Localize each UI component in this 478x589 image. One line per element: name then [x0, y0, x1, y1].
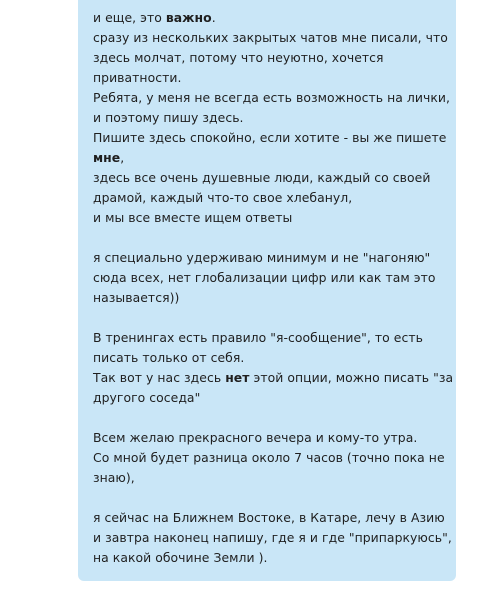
message-line: сюда всех, нет глобализации цифр или как там это — [93, 270, 436, 285]
message-line: другого соседа" — [93, 390, 201, 405]
message-line — [93, 8, 444, 28]
message-line: и поэтому пишу здесь. — [93, 110, 244, 125]
message-line: здесь молчат, потому что неуютно, хочется — [93, 50, 384, 65]
message-line: и мы все вместе ищем ответы — [93, 210, 293, 225]
message-line: здесь все очень душевные люди, каждый со своей — [93, 170, 431, 185]
bold-text: важно — [165, 10, 212, 25]
message-line: называется)) — [93, 290, 180, 305]
message-line: я специально удерживаю минимум и не "нагоняю" — [93, 250, 431, 265]
paragraph-break — [93, 488, 444, 508]
text-segment: . — [211, 10, 216, 25]
message-line: приватности. — [93, 70, 182, 85]
message-line: и завтра наконец напишу, где я и где "припаркуюсь", — [93, 530, 452, 545]
message-line: Всем желаю прекрасного вечера и кому-то утра. — [93, 430, 418, 445]
message-line: Пишите здесь спокойно, если хотите - вы же пишете — [93, 130, 447, 145]
bold-text: нет — [225, 370, 250, 385]
text-segment: и еще, это — [93, 10, 166, 25]
message-line: В тренингах есть правило "я-сообщение", то есть — [93, 330, 423, 345]
message-line: знаю), — [93, 470, 135, 485]
message-line: драмой, каждый что-то свое хлебанул, — [93, 190, 353, 205]
message-line: Со мной будет разница около 7 часов (точно пока не — [93, 450, 445, 465]
text-segment: , — [120, 150, 125, 165]
text-segment: этой опции, можно писать "за — [249, 370, 454, 385]
paragraph-break — [93, 408, 444, 428]
message-line — [93, 368, 454, 388]
message-line — [93, 148, 444, 168]
bold-text: мне — [93, 150, 121, 165]
message-line: Ребята, у меня не всегда есть возможность на лички, — [93, 90, 450, 105]
paragraph-break — [93, 228, 444, 248]
text-segment: Так вот у нас здесь — [93, 370, 226, 385]
message-line: на какой обочине Земли ). — [93, 550, 268, 565]
message-line: писать только от себя. — [93, 350, 245, 365]
paragraph-break — [93, 308, 444, 328]
message-line: сразу из нескольких закрытых чатов мне писали, что — [93, 30, 448, 45]
message-text — [93, 8, 454, 568]
message-line: я сейчас на Ближнем Востоке, в Катаре, лечу в Азию — [93, 510, 445, 525]
message-bubble[interactable] — [78, 0, 456, 581]
